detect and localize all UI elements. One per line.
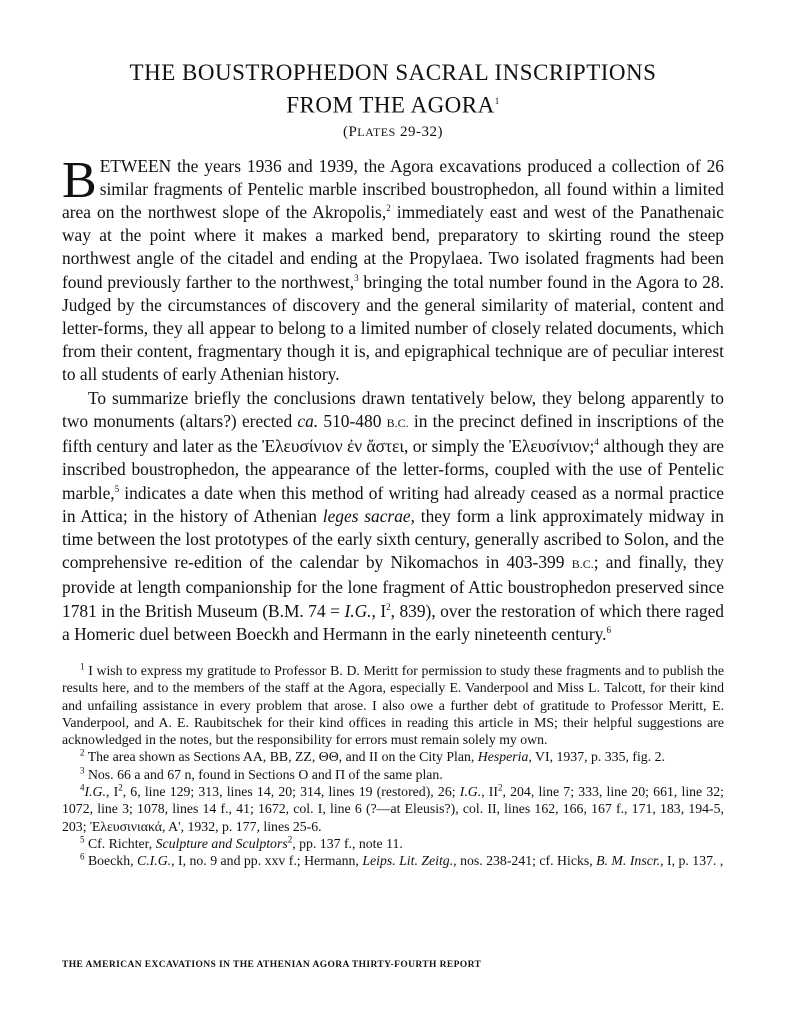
greek-phrase: Ἐλευσίνιον ἐν ἄστει (262, 436, 404, 457)
footnote-1: $^1$ I wish to express my gratitude to Professor B. D. Meritt for permission to study these fragments and to publish the results here, and to the members of the staff at the Agora, especially E. Vanderpool and Miss L. Talcott, for their kind and unfailing assistance in every problem that arose. I also owe a further debt of gratitude to Professor Meritt, E. Vanderpool, and A. E. Raubitschek for their kind offices in reading this article in MS; their helpful suggestions are acknowledged in the notes, but the responsibility for errors must remain solely my own. (62, 661, 724, 748)
body-text (62, 151, 725, 646)
footnote-ref[interactable]: 5 (114, 483, 120, 494)
footnote-ref[interactable]: 2 (386, 203, 391, 214)
paragraph-1: BETWEEN the years 1936 and 1939, the Agora excavations produced a collection of 26 similar fragments of Pentelic marble inscribed boustrophedon, all found within a limited area on the northwest slope of the Akropolis,$^2$ immediately east and west of the Panathenaic way at the point where it makes a marked bend, preparatory to skirting round the steep northwest angle of the citadel and ending at the Propylaea. Two isolated fragments had been found previously farther to the northwest,$^3$ bringing the total number found in the Agora to 28. Judged by the circumstances of discovery and the general similarity of material, content and letter-forms, they all appear to belong to a limited number of closely related documents, which from their content, fragmentary though it is, and epigraphical technique are of peculiar interest to all students of early Athenian history. (62, 151, 725, 385)
paragraph-2: To summarize briefly the conclusions drawn tentatively below, they belong apparently to two monuments (altars?) erected ca. 510-480 B.C. in the precinct defined in inscriptions of the fifth century and later as the Ἐλευσίνιον ἐν ἄστει, or simply the Ἐλευσίνιον;$^4$ although they are inscribed boustrophedon, the appearance of the letter-forms, coupled with the use of Pentelic marble,$^5$ indicates a date when this method of writing had already ceased as a normal practice in Attica; in the history of Athenian leges sacrae, they form a link approximately midway in time between the lost prototypes of the early sixth century, generally ascribed to Solon, and the comprehensive re-edition of the calendar by Nikomachos in 403-399 B.C.; and finally, they provide at length companionship for the lone fragment of Attic boustrophedon preserved since 1781 in the British Museum (B.M. 74 = I.G., I$^2$, 839), over the restoration of which there raged a Homeric duel between Boeckh and Hermann in the early nineteenth century.$^6$ (62, 387, 724, 644)
running-footer: THE AMERICAN EXCAVATIONS IN THE ATHENIAN AGORA THIRTY-FOURTH REPORT (62, 960, 482, 970)
title-line-2: FROM THE AGORA (286, 92, 495, 118)
title-line-1: THE BOUSTROPHEDON SACRAL INSCRIPTIONS (129, 60, 657, 85)
footnote-4: $^4$I.G., I$^2$, 6, line 129; 313, lines 14, 20; 314, lines 19 (restored), 26; I.G., II$^2$, 204, line 7; 333, line 20; 661, line 32; 1072, line 3; 1078, lines 14 f., 41; 1672, col. I, line 6 (?—at Eleusis?), col. II, lines 162, 166, 167 f., 171, 183, 194-5, 203; Ἐλευσινιακά, Α', 1932, p. 177, lines 25-6. (62, 782, 724, 834)
footnote-5: $^5$ Cf. Richter, Sculpture and Sculptors$^2$, pp. 137 f., note 11. (80, 834, 403, 851)
greek-word: Ἐλευσίνιον (508, 436, 590, 457)
title-footnote-ref[interactable]: 1 (494, 96, 500, 106)
drop-cap: B (62, 151, 97, 209)
footnote-ref[interactable]: 4 (594, 437, 599, 448)
footnote-6: $^6$ Boeckh, C.I.G., I, no. 9 and pp. xxv f.; Hermann, Leips. Lit. Zeitg., nos. 238-241; cf. Hicks, B. M. Inscr., I, p. 137. , (80, 851, 724, 869)
footnote-ref[interactable]: 6 (606, 624, 612, 635)
footnote-2: $^2$ The area shown as Sections AA, BB, ZZ, ΘΘ, and II on the City Plan, Hesperia, VI, 1937, p. 335, fig. 2. (80, 747, 665, 765)
article-title (62, 58, 724, 120)
article-page (62, 58, 724, 869)
footnote-3: $^3$ Nos. 66 a and 67 n, found in Sections O and Π of the same plan. (80, 765, 443, 782)
plates-reference: (PLATES 29-32) (342, 123, 444, 140)
footnote-ref[interactable]: 3 (354, 272, 359, 283)
footnotes (62, 662, 724, 870)
